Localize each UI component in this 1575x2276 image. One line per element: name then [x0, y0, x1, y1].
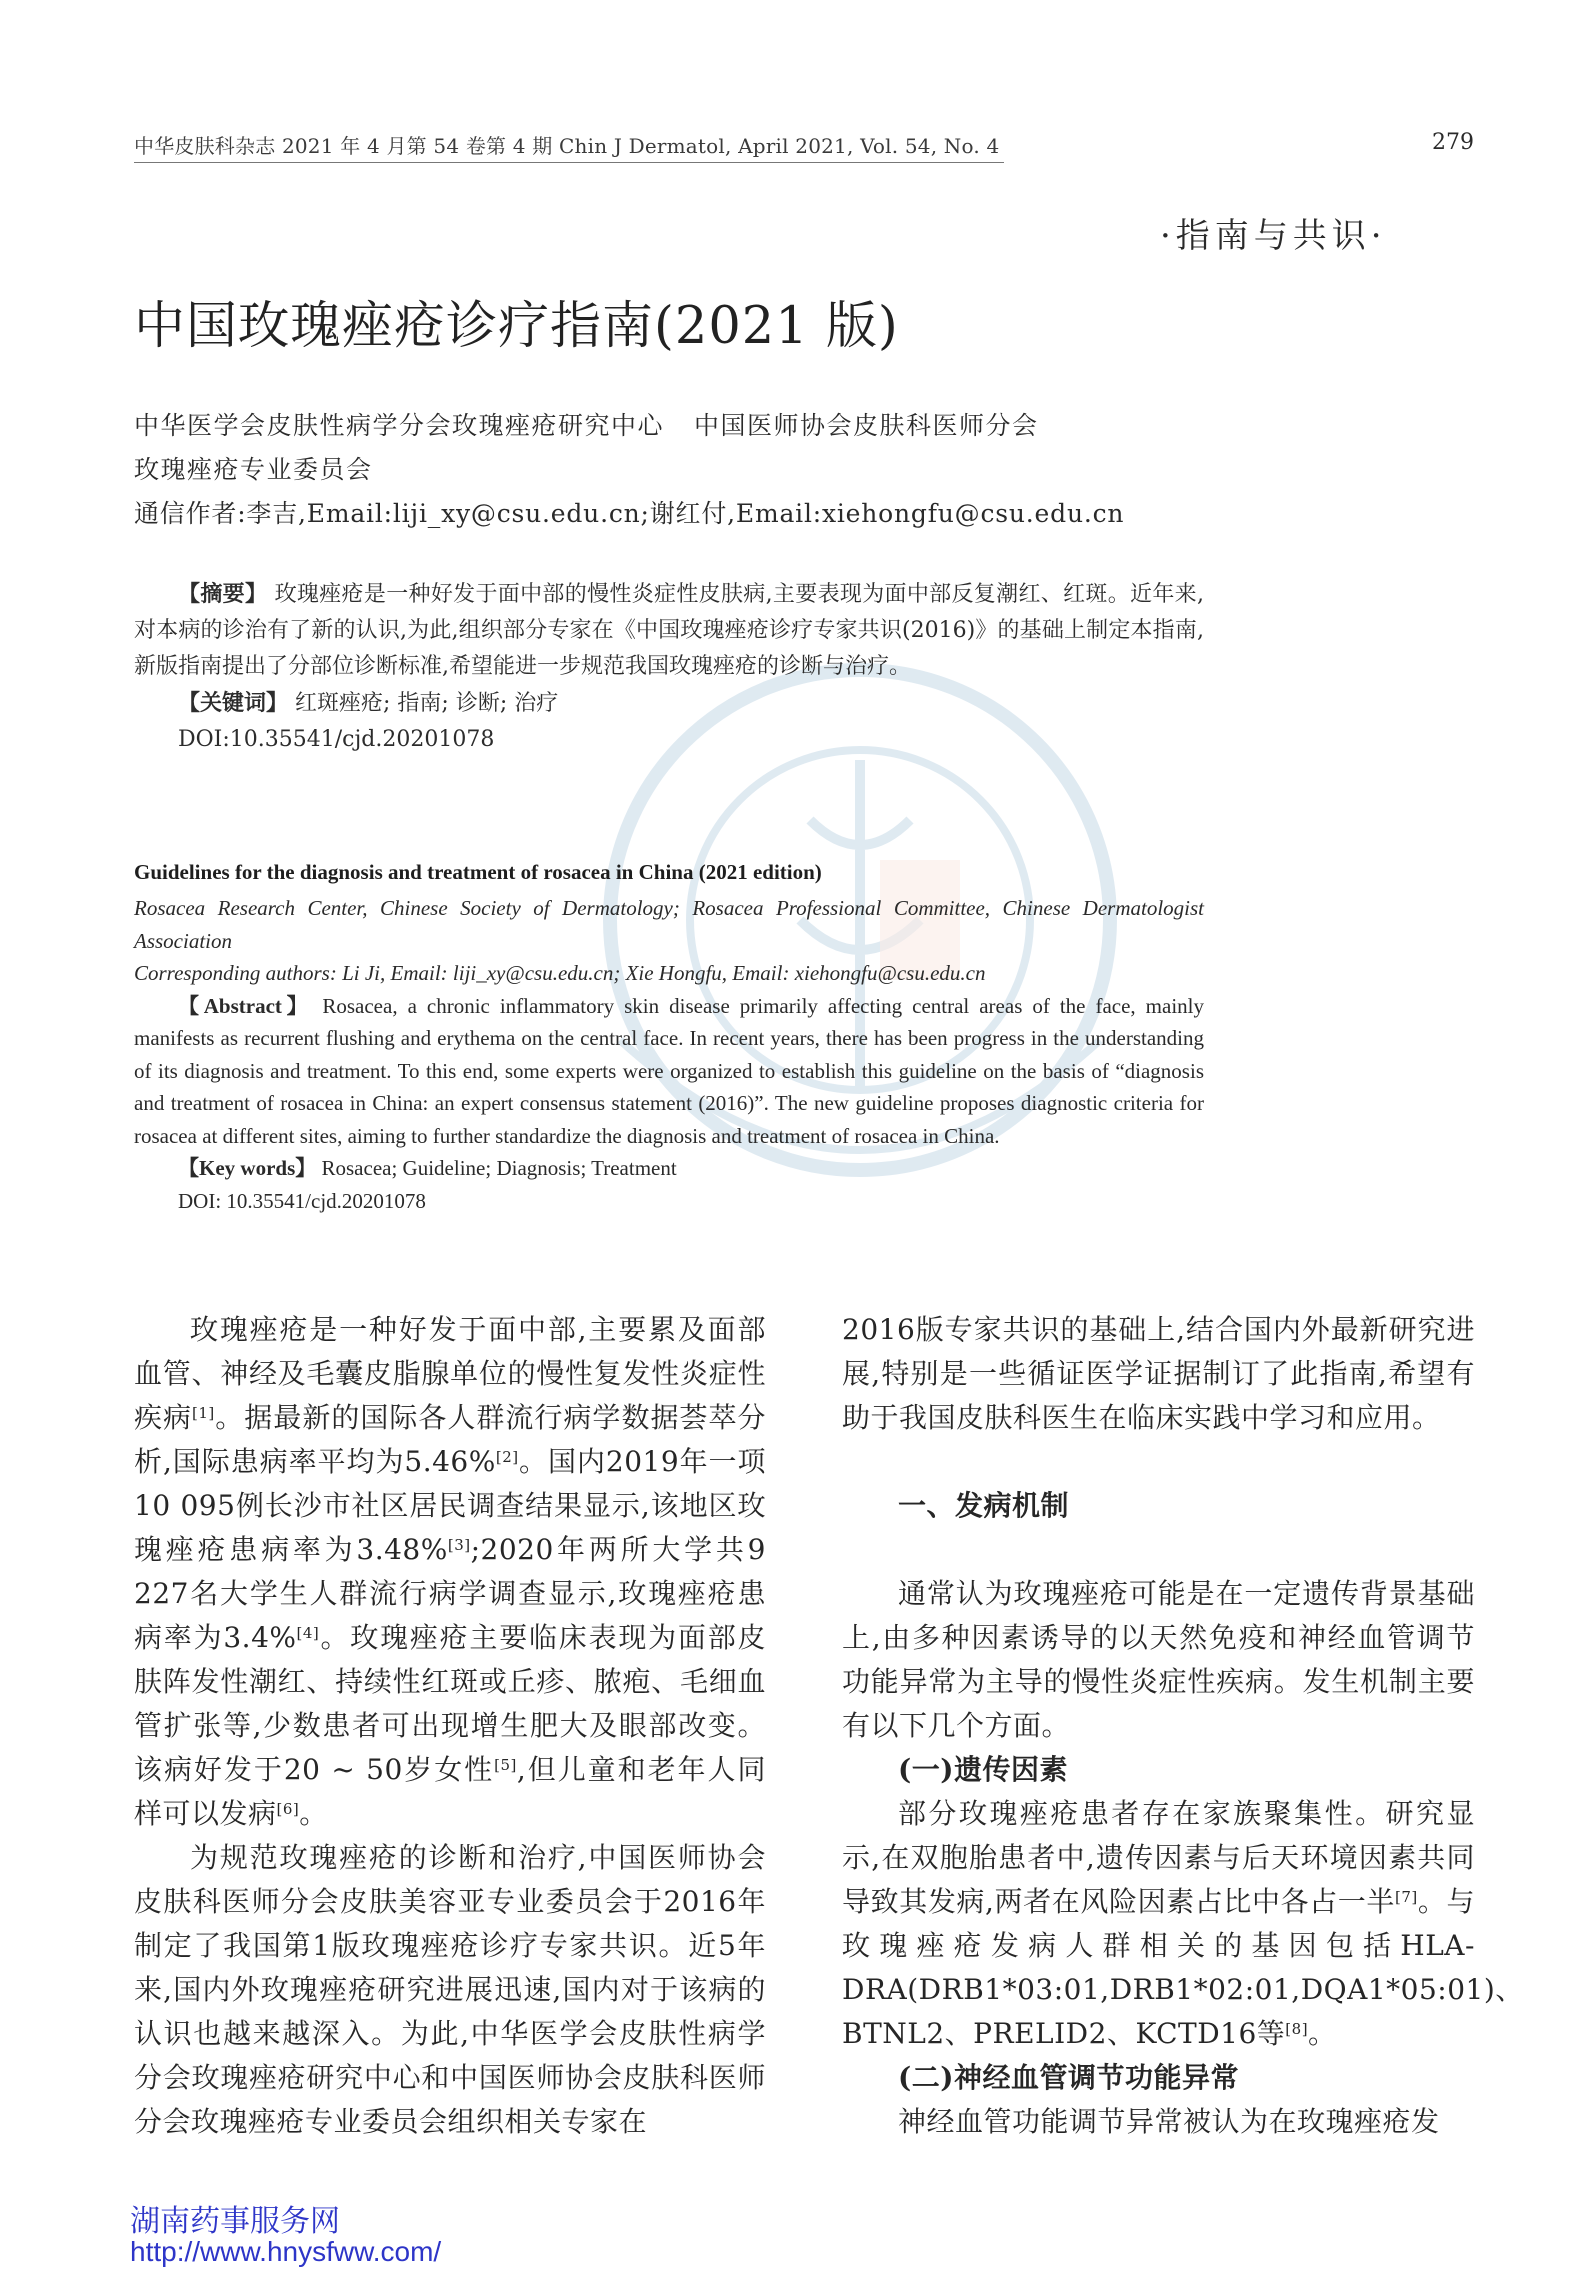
corresponding-en: Corresponding authors: Li Ji, Email: liji_xy@csu.edu.cn; Xie Hongfu, Email: xiehongfu@csu.edu.cn [134, 961, 986, 985]
correspondence: 通信作者:李吉,Email:liji_xy@csu.edu.cn;谢红付,Email:xiehongfu@csu.edu.cn [134, 499, 1125, 528]
body-paragraph-2: 为规范玫瑰痤疮的诊断和治疗,中国医师协会皮肤科医师分会皮肤美容亚专业委员会于2016年制定了我国第1版玫瑰痤疮诊疗专家共识。近5年来,国内外玫瑰痤疮研究进展迅速,国内对于该病的认识也越来越深入。为此,中华医学会皮肤性病学分会玫瑰痤疮研究中心和中国医师协会皮肤科医师分会玫瑰痤疮专业委员会组织相关专家在 [134, 1841, 766, 2138]
citation: [3] [447, 1536, 471, 1554]
affiliation-en: Rosacea Research Center, Chinese Society of Dermatology; Rosacea Professional Committee, Chinese Dermatologist Association [134, 896, 1204, 953]
keywords-en-label: 【Key words】 [178, 1156, 317, 1180]
abstract-zh-text: 玫瑰痤疮是一种好发于面中部的慢性炎症性皮肤病,主要表现为面中部反复潮红、红斑。近年来,对本病的诊治有了新的认识,为此,组织部分专家在《中国玫瑰痤疮诊疗专家共识(2016)》的基础上制定本指南,新版指南提出了分部位诊断标准,希望能进一步规范我国玫瑰痤疮的诊断与治疗。 [134, 582, 1204, 679]
subsection-heading-2: (二)神经血管调节功能异常 [898, 2061, 1239, 2094]
author-org-1: 中华医学会皮肤性病学分会玫瑰痤疮研究中心 [134, 411, 665, 440]
header-rule [134, 162, 1004, 163]
abstract-zh-label: 【摘要】 [178, 581, 268, 607]
running-head [134, 130, 999, 159]
abstract-en-label: 【Abstract】 [178, 993, 313, 1018]
citation: [1] [192, 1404, 215, 1422]
abstract-en [134, 892, 1204, 1217]
body-paragraph-5: 神经血管功能调节异常被认为在玫瑰痤疮发 [898, 2105, 1440, 2138]
body-paragraph-3: 通常认为玫瑰痤疮可能是在一定遗传背景基础上,由多种因素诱导的以天然免疫和神经血管调节功能异常为主导的慢性炎症性疾病。发生机制主要有以下几个方面。 [842, 1577, 1475, 1742]
body-right-column [842, 1308, 1524, 2144]
citation: [8] [1285, 2020, 1309, 2038]
body-paragraph-1: 玫瑰痤疮是一种好发于面中部,主要累及面部血管、神经及毛囊皮脂腺单位的慢性复发性炎症性疾病[1]。据最新的国际各人群流行病学数据荟萃分析,国际患病率平均为5.46%[2]。国内2019年一项10 095例长沙市社区居民调查结果显示,该地区玫瑰痤疮患病率为3.48%[3];2020年两所大学共9 227名大学生人群流行病学调查显示,玫瑰痤疮患病率为3.4%[4]。玫瑰痤疮主要临床表现为面部皮肤阵发性潮红、持续性红斑或丘疹、脓疱、毛细血管扩张等,少数患者可出现增生肥大及眼部改变。该病好发于20 ~ 50岁女性[5],但儿童和老年人同样可以发病[6]。 [134, 1313, 766, 1830]
authors [134, 404, 1039, 492]
section-heading-1: 一、发病机制 [898, 1489, 1070, 1522]
journal-line: 中华皮肤科杂志 2021 年 4 月第 54 卷第 4 期 Chin J Dermatol, April 2021, Vol. 54, No. 4 [134, 134, 1000, 158]
keywords-en: Rosacea; Guideline; Diagnosis; Treatment [316, 1156, 677, 1180]
abstract-en-title: Guidelines for the diagnosis and treatment of rosacea in China (2021 edition) [134, 860, 822, 884]
body-left-column [134, 1308, 766, 2144]
citation: [2] [495, 1448, 519, 1466]
author-org-2-cont: 玫瑰痤疮专业委员会 [134, 455, 373, 484]
subsection-heading-1: (一)遗传因素 [898, 1753, 1068, 1786]
doi-en: DOI: 10.35541/cjd.20201078 [178, 1188, 426, 1213]
citation: [4] [296, 1624, 320, 1642]
abstract-zh [134, 576, 1204, 758]
doi-zh: DOI:10.35541/cjd.20201078 [178, 727, 495, 752]
body-paragraph-4: 部分玫瑰痤疮患者存在家族聚集性。研究显示,在双胞胎患者中,遗传因素与后天环境因素共同导致其发病,两者在风险因素占比中各占一半[7]。与玫瑰痤疮发病人群相关的基因包括HLA-DRA(DRB1*03:01,DRB1*02:01,DQA1*05:01)、BTNL2、PRELID2、KCTD16等[8]。 [842, 1797, 1524, 2050]
citation: [5] [494, 1756, 517, 1774]
citation: [7] [1395, 1888, 1418, 1906]
keywords-zh: 红斑痤疮; 指南; 诊断; 治疗 [288, 691, 559, 716]
page-number: 279 [1432, 130, 1474, 155]
footer-url-link[interactable]: http://www.hnysfww.com/ [130, 2236, 442, 2267]
abstract-en-text: Rosacea, a chronic inflammatory skin disease primarily affecting central areas of the face, mainly manifests as recurrent flushing and erythema on the central face. In recent years, there has been progress in the understanding of its diagnosis and treatment. To this end, some experts were organized to establish this guideline on the basis of “diagnosis and treatment of rosacea in China: an expert consensus statement (2016)”. The new guideline proposes diagnostic criteria for rosacea at different sites, aiming to further standardize the diagnosis and treatment of rosacea in China. [134, 993, 1204, 1148]
body-paragraph-2-cont: 2016版专家共识的基础上,结合国内外最新研究进展,特别是一些循证医学证据制订了此指南,希望有助于我国皮肤科医生在临床实践中学习和应用。 [842, 1313, 1475, 1434]
column-tag: ·指南与共识· [1160, 216, 1387, 256]
article-title: 中国玫瑰痤疮诊疗指南(2021 版) [134, 297, 899, 356]
footer-site-name[interactable]: 湖南药事服务网 [130, 2204, 340, 2239]
keywords-zh-label: 【关键词】 [178, 690, 289, 716]
citation: [6] [276, 1800, 300, 1818]
author-org-2: 中国医师协会皮肤科医师分会 [694, 411, 1039, 440]
